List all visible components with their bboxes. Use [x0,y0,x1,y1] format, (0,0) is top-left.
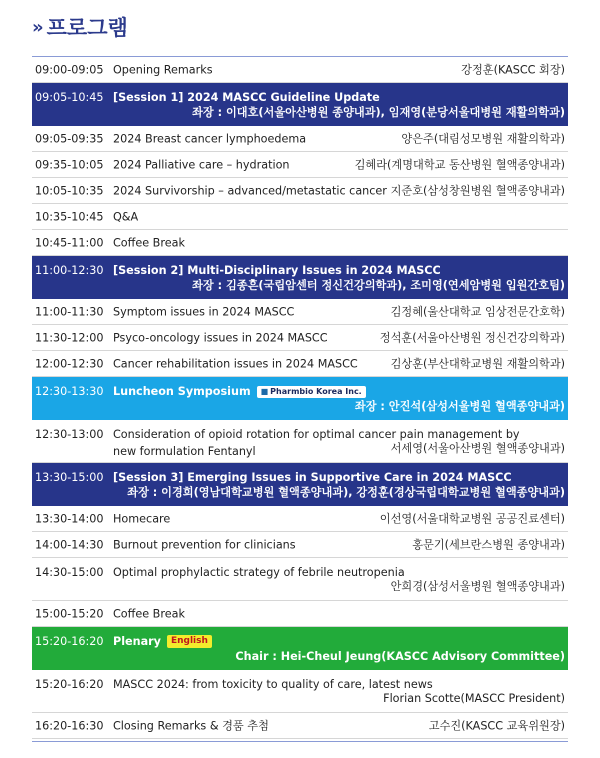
session-chair: 좌장 : 안진석(삼성서울병원 혈액종양내과) [354,400,565,413]
session-chair: Chair : Hei-Cheul Jeung(KASCC Advisory Committee) [235,650,565,663]
program-row [32,57,568,83]
session-title: Luncheon Symposium [113,385,251,398]
row-speaker: 고수진(KASCC 교육위원장) [428,719,565,732]
program-row [32,230,568,256]
row-title: 2024 Survivorship – advanced/metastatic cancer [113,184,387,197]
row-speaker: Florian Scotte(MASCC President) [383,692,565,705]
row-time: 10:45-11:00 [35,236,104,249]
row-time: 14:00-14:30 [35,538,104,551]
program-row [32,532,568,558]
session-header [32,83,568,126]
row-time: 14:30-15:00 [35,566,104,579]
session-title: [Session 2] Multi-Disciplinary Issues in 2024 MASCC [113,264,441,277]
row-speaker: 강정훈(KASCC 회장) [461,63,565,76]
row-time: 12:00-12:30 [35,357,104,370]
row-time: 12:30-13:00 [35,428,104,441]
double-chevron-icon: » [32,16,41,38]
row-time: 09:05-09:35 [35,132,104,145]
program-row [32,178,568,204]
row-time: 09:00-09:05 [35,63,104,76]
row-speaker: 홍문기(세브란스병원 종양내과) [412,538,565,551]
program-row [32,299,568,325]
row-time: 15:20-16:20 [35,678,104,691]
row-title: Opening Remarks [113,63,213,76]
row-time: 11:30-12:00 [35,331,104,344]
program-row [32,601,568,627]
session-time: 12:30-13:30 [35,385,104,398]
row-title: Optimal prophylactic strategy of febrile neutropenia [113,566,405,579]
row-speaker: 정석훈(서울아산병원 정신건강의학과) [379,331,565,344]
program-row [32,325,568,351]
row-speaker: 지준호(삼성창원병원 혈액종양내과) [390,184,565,197]
row-title: Burnout prevention for clinicians [113,538,296,551]
session-header [32,463,568,506]
bottom-divider [32,741,568,742]
row-speaker: 안희경(삼성서울병원 혈액종양내과) [390,580,565,593]
program-row [32,713,568,739]
row-title: 2024 Palliative care – hydration [113,158,290,171]
session-title: [Session 3] Emerging Issues in Supportive Care in 2024 MASCC [113,471,512,484]
row-title: Closing Remarks & 경품 추첨 [113,719,269,732]
session-title: Plenary [113,635,161,648]
row-title-continued: new formulation Fentanyl [113,445,256,458]
row-title: 2024 Breast cancer lymphoedema [113,132,307,145]
program-table [32,57,568,739]
row-speaker: 김혜라(계명대학교 동산병원 혈액종양내과) [354,158,565,171]
row-title: Psyco-oncology issues in 2024 MASCC [113,331,328,344]
row-title: Symptom issues in 2024 MASCC [113,305,295,318]
program-row [32,351,568,377]
row-title: Cancer rehabilitation issues in 2024 MASCC [113,357,358,370]
section-heading [32,12,128,42]
program-row [32,420,568,463]
row-title: Consideration of opioid rotation for optimal cancer pain management by [113,428,520,441]
row-time: 10:05-10:35 [35,184,104,197]
row-speaker: 서세영(서울아산병원 혈액종양내과) [390,442,565,455]
row-title: MASCC 2024: from toxicity to quality of care, latest news [113,678,433,691]
row-title: Coffee Break [113,607,185,620]
sponsor-badge [257,386,366,398]
sponsor-name: Pharmbio Korea Inc. [270,386,362,396]
session-chair: 좌장 : 김종흔(국립암센터 정신건강의학과), 조미영(연세암병원 입원간호팀) [192,279,565,292]
session-header-luncheon [32,377,568,420]
program-row [32,558,568,601]
row-speaker: 김정혜(울산대학교 임상전문간호학) [390,305,565,318]
row-time: 13:30-14:00 [35,512,104,525]
row-speaker: 이선영(서울대학교병원 공공진료센터) [379,512,565,525]
program-row [32,204,568,230]
row-time: 16:20-16:30 [35,719,104,732]
program-row [32,506,568,532]
session-time: 13:30-15:00 [35,471,104,484]
session-chair: 좌장 : 이대호(서울아산병원 종양내과), 임재영(분당서울대병원 재활의학과) [192,106,565,119]
session-title-wrap [113,633,212,650]
row-time: 10:35-10:45 [35,210,104,223]
row-speaker: 양은주(대림성모병원 재활의학과) [401,132,565,145]
row-time: 09:35-10:05 [35,158,104,171]
sponsor-logo-icon: ■ [260,386,269,396]
session-time: 09:05-10:45 [35,91,104,104]
session-time: 11:00-12:30 [35,264,104,277]
page-title: 프로그램 [46,16,128,40]
row-time: 15:00-15:20 [35,607,104,620]
session-chair: 좌장 : 이경희(영남대학교병원 혈액종양내과), 강정훈(경상국립대학교병원 혈액종양내과) [127,486,565,499]
program-row [32,152,568,178]
session-header [32,256,568,299]
row-title: Coffee Break [113,236,185,249]
language-badge: English [167,635,212,648]
session-time: 15:20-16:20 [35,635,104,648]
session-title-wrap [113,383,366,400]
row-speaker: 김상훈(부산대학교병원 재활의학과) [390,357,565,370]
row-time: 11:00-11:30 [35,305,104,318]
row-title: Homecare [113,512,171,525]
session-header-plenary [32,627,568,670]
program-row [32,126,568,152]
program-row [32,670,568,713]
row-title: Q&A [113,210,139,223]
session-title: [Session 1] 2024 MASCC Guideline Update [113,91,380,104]
